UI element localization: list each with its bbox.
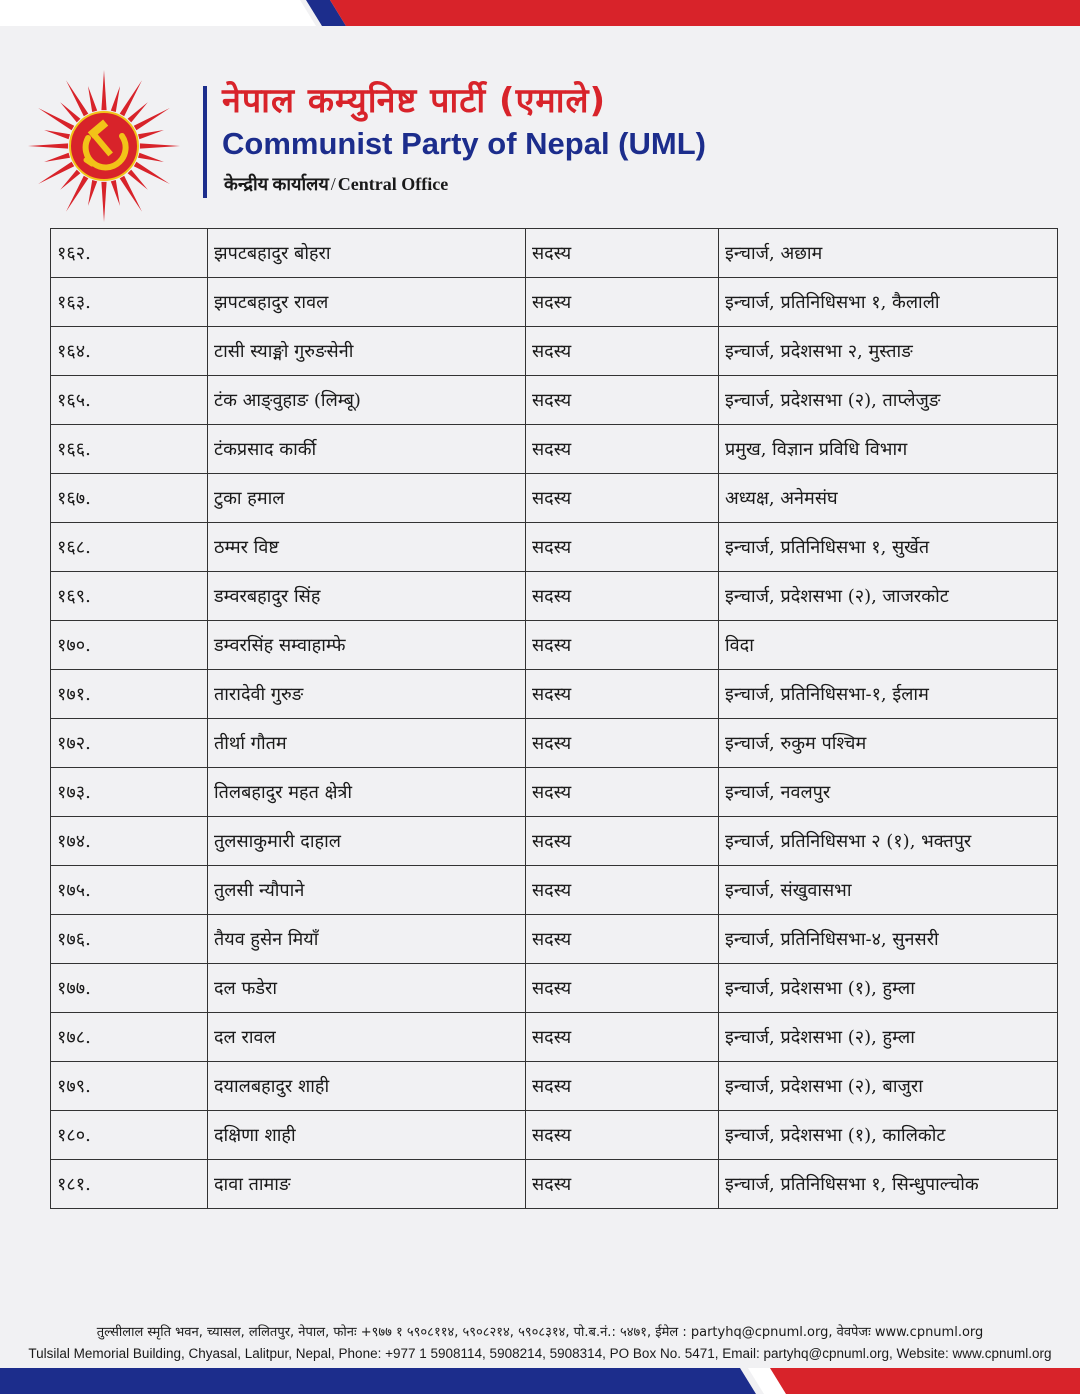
member-name: दक्षिणा शाही — [208, 1111, 526, 1160]
footer-address-nepali: तुल्सीलाल स्मृति भवन, च्यासल, ललितपुर, नेपाल, फोनः +९७७ १ ५९०८११४, ५९०८२१४, ५९०८३१४, पो.ब.नं.: ५४७१, ईमेल : partyhq@cpnuml.org, वेवपेजः www.cpnuml.org — [96, 1325, 984, 1340]
member-role: सदस्य — [526, 915, 719, 964]
member-name: डम्वरबहादुर सिंह — [208, 572, 526, 621]
table-row — [51, 1160, 1058, 1209]
member-responsibility: इन्चार्ज, प्रतिनिधिसभा १, कैलाली — [719, 278, 1058, 327]
office-english: Central Office — [337, 174, 449, 194]
table-row — [51, 327, 1058, 376]
row-number: १६८. — [51, 523, 208, 572]
party-name-nepali: नेपाल कम्युनिष्ट पार्टी (एमाले) — [222, 81, 607, 121]
party-logo-icon — [26, 68, 182, 224]
table-row — [51, 964, 1058, 1013]
table-row — [51, 621, 1058, 670]
row-number: १६५. — [51, 376, 208, 425]
member-role: सदस्य — [526, 817, 719, 866]
row-number: १७९. — [51, 1062, 208, 1111]
member-responsibility: इन्चार्ज, प्रदेशसभा २, मुस्ताङ — [719, 327, 1058, 376]
member-name: दल रावल — [208, 1013, 526, 1062]
table-row — [51, 278, 1058, 327]
member-role: सदस्य — [526, 1013, 719, 1062]
member-name: तिलबहादुर महत क्षेत्री — [208, 768, 526, 817]
row-number: १६७. — [51, 474, 208, 523]
member-responsibility: अध्यक्ष, अनेमसंघ — [719, 474, 1058, 523]
row-number: १७०. — [51, 621, 208, 670]
member-role: सदस्य — [526, 1111, 719, 1160]
member-role: सदस्य — [526, 327, 719, 376]
office-nepali: केन्द्रीय कार्यालय — [224, 174, 329, 194]
member-role: सदस्य — [526, 229, 719, 278]
member-name: झपटबहादुर बोहरा — [208, 229, 526, 278]
member-role: सदस्य — [526, 425, 719, 474]
member-name: तीर्था गौतम — [208, 719, 526, 768]
table-row — [51, 1111, 1058, 1160]
member-name: डम्वरसिंह सम्वाहाम्फे — [208, 621, 526, 670]
header-divider — [203, 86, 207, 198]
table-row — [51, 768, 1058, 817]
member-responsibility: इन्चार्ज, प्रदेशसभा (२), ताप्लेजुङ — [719, 376, 1058, 425]
member-name: तैयव हुसेन मियाँ — [208, 915, 526, 964]
member-responsibility: इन्चार्ज, प्रतिनिधिसभा २ (१), भक्तपुर — [719, 817, 1058, 866]
member-responsibility: इन्चार्ज, संखुवासभा — [719, 866, 1058, 915]
table-row — [51, 1062, 1058, 1111]
top-color-band — [0, 0, 1080, 26]
member-responsibility: इन्चार्ज, प्रदेशसभा (१), हुम्ला — [719, 964, 1058, 1013]
member-name: दावा तामाङ — [208, 1160, 526, 1209]
row-number: १८१. — [51, 1160, 208, 1209]
row-number: १६२. — [51, 229, 208, 278]
bottom-color-band — [0, 1368, 1080, 1394]
table-row — [51, 1013, 1058, 1062]
member-role: सदस्य — [526, 866, 719, 915]
member-responsibility: विदा — [719, 621, 1058, 670]
member-responsibility: इन्चार्ज, नवलपुर — [719, 768, 1058, 817]
member-role: सदस्य — [526, 278, 719, 327]
party-name-english: Communist Party of Nepal (UML) — [222, 126, 706, 161]
member-responsibility: इन्चार्ज, प्रतिनिधिसभा १, सुर्खेत — [719, 523, 1058, 572]
member-responsibility: इन्चार्ज, प्रदेशसभा (२), जाजरकोट — [719, 572, 1058, 621]
member-responsibility: इन्चार्ज, रुकुम पश्चिम — [719, 719, 1058, 768]
member-responsibility: इन्चार्ज, प्रतिनिधिसभा-४, सुनसरी — [719, 915, 1058, 964]
member-role: सदस्य — [526, 1062, 719, 1111]
table-row — [51, 572, 1058, 621]
members-table — [50, 228, 1058, 1209]
office-line — [224, 172, 448, 196]
row-number: १७४. — [51, 817, 208, 866]
row-number: १७६. — [51, 915, 208, 964]
member-responsibility: इन्चार्ज, अछाम — [719, 229, 1058, 278]
member-responsibility: इन्चार्ज, प्रदेशसभा (२), बाजुरा — [719, 1062, 1058, 1111]
office-separator: / — [330, 174, 336, 194]
member-role: सदस्य — [526, 1160, 719, 1209]
member-name: झपटबहादुर रावल — [208, 278, 526, 327]
table-row — [51, 670, 1058, 719]
member-name: ठम्मर विष्ट — [208, 523, 526, 572]
row-number: १७५. — [51, 866, 208, 915]
table-row — [51, 229, 1058, 278]
member-name: दयालबहादुर शाही — [208, 1062, 526, 1111]
table-row — [51, 523, 1058, 572]
member-name: दल फडेरा — [208, 964, 526, 1013]
member-role: सदस्य — [526, 621, 719, 670]
member-role: सदस्य — [526, 474, 719, 523]
member-responsibility: इन्चार्ज, प्रतिनिधिसभा १, सिन्धुपाल्चोक — [719, 1160, 1058, 1209]
row-number: १७३. — [51, 768, 208, 817]
member-responsibility: इन्चार्ज, प्रदेशसभा (१), कालिकोट — [719, 1111, 1058, 1160]
member-role: सदस्य — [526, 523, 719, 572]
table-row — [51, 915, 1058, 964]
letterhead — [0, 60, 1080, 220]
table-row — [51, 425, 1058, 474]
member-role: सदस्य — [526, 376, 719, 425]
table-row — [51, 474, 1058, 523]
member-name: टासी स्याङ्मो गुरुङसेनी — [208, 327, 526, 376]
table-row — [51, 719, 1058, 768]
member-name: तुलसाकुमारी दाहाल — [208, 817, 526, 866]
member-name: टुका हमाल — [208, 474, 526, 523]
table-row — [51, 817, 1058, 866]
table-row — [51, 376, 1058, 425]
row-number: १७१. — [51, 670, 208, 719]
member-responsibility: प्रमुख, विज्ञान प्रविधि विभाग — [719, 425, 1058, 474]
member-responsibility: इन्चार्ज, प्रतिनिधिसभा-१, ईलाम — [719, 670, 1058, 719]
row-number: १८०. — [51, 1111, 208, 1160]
member-name: तुलसी न्यौपाने — [208, 866, 526, 915]
member-responsibility: इन्चार्ज, प्रदेशसभा (२), हुम्ला — [719, 1013, 1058, 1062]
footer-address-english: Tulsilal Memorial Building, Chyasal, Lalitpur, Nepal, Phone: +977 1 5908114, 5908214, 5908314, PO Box No. 5471, Email: partyhq@cpnuml.org, Website: www.cpnuml.org — [28, 1346, 1052, 1361]
table-row — [51, 866, 1058, 915]
row-number: १६४. — [51, 327, 208, 376]
member-role: सदस्य — [526, 964, 719, 1013]
member-role: सदस्य — [526, 670, 719, 719]
member-role: सदस्य — [526, 572, 719, 621]
member-role: सदस्य — [526, 719, 719, 768]
member-role: सदस्य — [526, 768, 719, 817]
member-name: तारादेवी गुरुङ — [208, 670, 526, 719]
members-table-body — [51, 229, 1058, 1209]
row-number: १६९. — [51, 572, 208, 621]
row-number: १६३. — [51, 278, 208, 327]
row-number: १७२. — [51, 719, 208, 768]
member-name: टंकप्रसाद कार्की — [208, 425, 526, 474]
row-number: १७८. — [51, 1013, 208, 1062]
row-number: १७७. — [51, 964, 208, 1013]
member-name: टंक आङ्वुहाङ (लिम्बू) — [208, 376, 526, 425]
row-number: १६६. — [51, 425, 208, 474]
